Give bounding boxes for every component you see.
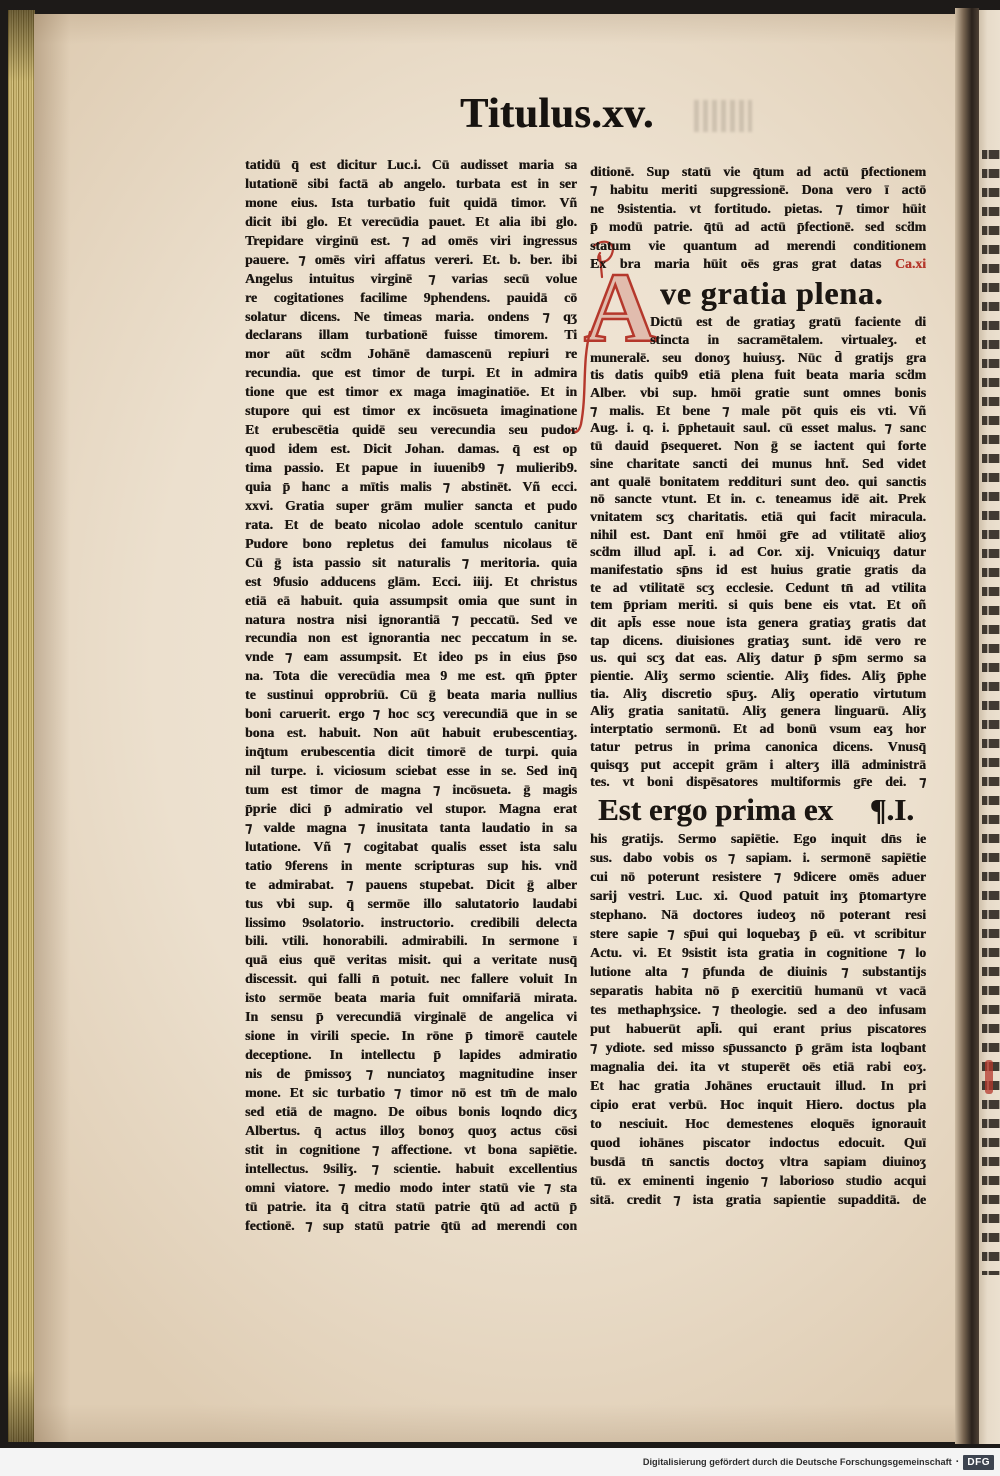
text-line: cui nō poterunt resistere ⁊ 9dicere omēs aduer bbox=[590, 868, 926, 884]
facing-page-text-fragments bbox=[982, 150, 1000, 1275]
text-line: mone. Et sic turbatio ⁊ timor nō est tm̄ de malo bbox=[245, 1084, 577, 1100]
text-line: nis de p̄missoʒ ⁊ nunciatoʒ magnitudine inser bbox=[245, 1066, 577, 1081]
text-line: Alber. vbi sup. hmōi gratie sunt omnes bonis bbox=[590, 385, 926, 401]
right-top-lines bbox=[590, 163, 926, 255]
text-line: mor aūt scḋm Johānē damascenū repiuri re bbox=[245, 346, 577, 362]
book-page bbox=[34, 14, 955, 1442]
show-through-ghost bbox=[694, 100, 752, 132]
text-line: quod iohānes piscator indoctus edocuit. Quī bbox=[590, 1134, 926, 1150]
text-line: tū dauid p̄sequeret. Non ḡ se iactent qui forte bbox=[590, 438, 926, 454]
text-line: tap dicens. diuisiones gratiaʒ sunt. idē vero re bbox=[590, 632, 926, 648]
text-line: stere sapie ⁊ sp̄ui qui loquebaʒ p̄ eū. vt scribitur bbox=[590, 925, 926, 941]
red-initial-letter: A bbox=[584, 252, 657, 363]
text-line: tatur petrus in prima canonica dicens. Vnusq̄ bbox=[590, 738, 926, 754]
text-line: interptatio sermonū. Et ad bonū vsum eaʒ hor bbox=[590, 721, 926, 737]
text-line: recundia non est ignorantia nec peccatum in se. bbox=[245, 630, 577, 646]
text-line: isto sermōe beata maria fuit omnifariā mirata. bbox=[245, 990, 577, 1006]
text-line: put habuerūt apl̄i. qui erant prius piscatores bbox=[590, 1020, 926, 1036]
text-line: quia p̄ hanc a mītis malis ⁊ abstinēt. Vñ ecci. bbox=[245, 478, 577, 494]
text-line: boni caruerit. ergo ⁊ hoc scʒ verecundiā que in se bbox=[245, 706, 577, 722]
text-line: te sustinui opprobriū. Cū ḡ beata maria nullius bbox=[245, 687, 577, 703]
text-line: vnitatem scʒ charitatis. etiā qui facit miracula. bbox=[590, 508, 926, 524]
text-line: bili. vtili. honorabili. admirabili. In sermone ī bbox=[245, 933, 577, 949]
rubric-text: Ex bra maria hūit oēs gras grat datas bbox=[590, 255, 882, 271]
text-line: intellectus. 9siliʒ. ⁊ scientie. habuit excellentius bbox=[245, 1160, 577, 1176]
text-line: tes. vt boni dispēsatores multiformis gr̄e dei. ⁊ bbox=[590, 774, 926, 790]
text-line: separatis habita nō p̄ exercitiū humanū vt vacā bbox=[590, 982, 926, 998]
text-line: busdā tn̄ sanctis doctoʒ vltra sapiam diuinoʒ bbox=[590, 1153, 926, 1169]
text-line: tatidū q̄ est dicitur Luc.i. Cū audisset maria sa bbox=[245, 157, 577, 172]
text-line: te ad vtilitatē scʒ ecclesie. Cedunt tn̄ ad vtilita bbox=[590, 579, 926, 595]
right-column bbox=[590, 163, 926, 1209]
text-line: sus. dabo vobis os ⁊ sapiam. i. sermonē sapiētie bbox=[590, 849, 926, 865]
section-mark: ¶.I. bbox=[869, 791, 914, 827]
text-line: vnde ⁊ eam assumpsit. Et ideo ps in eius p̄so bbox=[245, 649, 577, 665]
page-stack-edge bbox=[8, 10, 35, 1442]
text-line: stephano. Nā doctores iudeoʒ nō poterant resi bbox=[590, 906, 926, 922]
text-line: natura nostra nisi ignorantiā ⁊ peccatū. Sed ve bbox=[245, 611, 577, 627]
text-line: pientie. Aliʒ sermo scientie. Aliʒ fides. Aliʒ p̄phe bbox=[590, 668, 926, 684]
text-line: declarans illam turbationē fuisse timorem. Ti bbox=[245, 327, 577, 343]
text-line: lissimo 9solatorio. instructorio. credibili delecta bbox=[245, 914, 577, 930]
text-line: re cogitationes facilime 9phendens. pauidā cō bbox=[245, 289, 577, 305]
funding-credit: Digitalisierung gefördert durch die Deutsche Forschungsgemeinschaft bbox=[642, 1457, 952, 1467]
text-line: quisqʒ put accepit grām i alterʒ illā administrā bbox=[590, 756, 926, 772]
text-line: stit in cognitione ⁊ affectione. vt bona sapiētie. bbox=[245, 1141, 577, 1157]
text-line: sed etiā de magno. De oibus bonis loqndo dicʒ bbox=[245, 1103, 577, 1119]
section-heading-text: Est ergo prima ex bbox=[598, 791, 834, 827]
text-line: tima passio. Et papue in iuuenib9 ⁊ mulierib9. bbox=[245, 460, 577, 475]
text-line: p̄ modū patrie. q̄tū ad actū p̄fectionē. sed scḋm bbox=[590, 219, 926, 235]
footer-separator: · bbox=[955, 1456, 960, 1468]
text-line: scḋm illud apl̄. i. ad Cor. xij. Vnicuiqʒ datur bbox=[590, 544, 926, 560]
text-line: Et erubescētia quidē seu verecundia seu pudor bbox=[245, 422, 577, 438]
text-line: tum est timor de magna ⁊ incōsueta. ḡ magis bbox=[245, 781, 577, 797]
text-line: Actu. vi. Et 9sistit ista gratia in cognitione ⁊ lo bbox=[590, 944, 926, 960]
text-line: est 9fusio adducens glām. Ecci. iiij. Et christus bbox=[245, 573, 577, 589]
text-line: mone eius. Ista turbatio fuit quidā timor. Vñ bbox=[245, 194, 577, 210]
text-line: deceptione. In intellectu p̄ lapides admiratio bbox=[245, 1047, 577, 1063]
text-line: quā eius quē veritas misit. qui a veritate nusq̄ bbox=[245, 952, 577, 968]
text-line: Aliʒ gratia sanitatū. Aliʒ genera linguarū. Aliʒ bbox=[590, 703, 926, 719]
text-line: dit apl̄s esse noue ista genera gratiaʒ gratis dat bbox=[590, 615, 926, 631]
text-line: ditionē. Sup statū vie q̄tum ad actū p̄fectionem bbox=[590, 164, 926, 179]
text-line: stincta in sacramētalem. virtualeʒ. et bbox=[650, 332, 926, 348]
text-line: Cū ḡ ista passio sit naturalis ⁊ meritoria. quia bbox=[245, 554, 577, 570]
text-line: sine charitate sancti dei munus hnt̄. Sed videt bbox=[590, 455, 926, 471]
text-line: tus vbi sup. q̄ sermōe illo salutatorio laudabi bbox=[245, 895, 577, 911]
text-line: nihil est. Dant enī hmōi gr̄e ad vtilitatē alioʒ bbox=[590, 526, 926, 542]
text-line: statum vie quantum ad merendi conditionem bbox=[590, 237, 926, 253]
chapter-heading bbox=[590, 273, 926, 313]
text-line: tū patrie. ita q̄ citra statū patrie q̄tū ad actū p̄ bbox=[245, 1198, 577, 1214]
text-line: In sensu p̄ verecundiā virginalē de angelica vi bbox=[245, 1009, 577, 1025]
text-line: ⁊ valde magna ⁊ inusitata tanta laudatio in sa bbox=[245, 819, 577, 835]
text-line: rata. Et de beato nicolao adole scentulo canitur bbox=[245, 516, 577, 532]
left-column bbox=[245, 156, 577, 1235]
text-line: omni viatore. ⁊ medio modo inter statū vie ⁊ sta bbox=[245, 1179, 577, 1195]
text-line: discessit. qui falli n̄ potuit. nec fallere voluit In bbox=[245, 971, 577, 987]
text-line: magnalia dei. ita vt stuperēt oēs etiā rabi eoʒ. bbox=[590, 1058, 926, 1074]
text-line: etiā eā habuit. quia assumpsit omia que sunt in bbox=[245, 592, 577, 608]
text-line: tes methaphʒsice. ⁊ theologie. sed a deo infusam bbox=[590, 1001, 926, 1017]
text-line: cipio erat verbū. Hoc inquit Hiero. doctus pla bbox=[590, 1096, 926, 1112]
funding-footer bbox=[0, 1448, 1000, 1476]
text-line: muneralē. seu donoʒ huiusʒ. Nūc d̄ gratijs gra bbox=[590, 349, 926, 365]
text-line: bona est. habuit. Non aūt habuit erubescentiaʒ. bbox=[245, 725, 577, 741]
chapter-rubric-line bbox=[590, 255, 926, 273]
facing-page-strip bbox=[979, 10, 1000, 1444]
text-line: pauere. ⁊ omēs viri affatus vereri. Et. b. ber. ibi bbox=[245, 251, 577, 267]
text-line: Angelus intuitus virginē ⁊ varias secū volue bbox=[245, 270, 577, 286]
chapter-number: Ca.xi bbox=[894, 255, 926, 271]
text-line: recundia. que est timor de turpi. Et in admira bbox=[245, 365, 577, 381]
text-line: ⁊ malis. Et bene ⁊ male pōt quis eis vti. Vñ bbox=[590, 402, 926, 418]
text-line: manifestatio sp̄ns id est huius gratie gratis da bbox=[590, 561, 926, 577]
text-line: Trepidare virginū est. ⁊ ad omēs viri ingressus bbox=[245, 232, 577, 248]
text-line: te admirabat. ⁊ pauens stupebat. Dicit ḡ alber bbox=[245, 876, 577, 892]
text-line: tem p̄priam meriti. si quis bene eis vtat. Et oñ bbox=[590, 597, 926, 613]
right-bottom-lines bbox=[590, 829, 926, 1209]
text-line: ⁊ habitu meriti supgressionē. Dona vero ī actō bbox=[590, 182, 926, 198]
text-line: nil turpe. i. viciosum sciebat esse in se. Sed inq̄ bbox=[245, 763, 577, 778]
text-line: fectionē. ⁊ sup statū patrie q̄tū ad merendi con bbox=[245, 1217, 577, 1233]
text-line: sarij vestri. Luc. xi. Quod patuit inʒ p̄tomartyre bbox=[590, 887, 926, 903]
right-middle-lines bbox=[590, 313, 926, 791]
text-line: Aug. i. q. i. p̄phetauit saul. cū esset malus. ⁊ sanc bbox=[590, 420, 926, 436]
text-line: na. Tota die verecūdia mea 9 me est. qm̄ p̄pter bbox=[245, 668, 577, 684]
text-line: ⁊ ydiote. sed misso sp̄ussancto p̄ grām ista loqbant bbox=[590, 1039, 926, 1055]
text-line: nō sancte vtunt. Et in. c. teneamus idē ait. Prek bbox=[590, 491, 926, 507]
text-line: to nesciuit. Hoc demestenes eloquēs ignorauit bbox=[590, 1115, 926, 1131]
text-line: lutione alta ⁊ p̄funda de diuinis ⁊ substantijs bbox=[590, 963, 926, 979]
text-line: Et hac gratia Johānes eructauit illud. In pri bbox=[590, 1077, 926, 1093]
text-line: quod idem est. Dicit Johan. damas. q̄ est op bbox=[245, 441, 577, 457]
text-line: tia. Aliʒ discretio sp̄uʒ. Aliʒ operatio virtutum bbox=[590, 685, 926, 701]
text-line: Dictū est de gratiaʒ gratū faciente di bbox=[650, 314, 926, 330]
text-line: lutatione. Vñ ⁊ cogitabat qualis esset ista salu bbox=[245, 838, 577, 854]
text-line: tis datis quib9 etiā plena fuit beata maria scḋm bbox=[590, 367, 926, 383]
text-line: stupore qui est timor ex incōsueta imaginatione bbox=[245, 403, 577, 419]
text-line: p̄prie dici p̄ admiratio vel stupor. Magna erat bbox=[245, 800, 577, 816]
text-line: inq̄tum erubescentia dicit timorē de turpi. quia bbox=[245, 744, 577, 760]
section-heading bbox=[590, 791, 926, 829]
text-line: his gratijs. Sermo sapiētie. Ego inquit dn̄s ie bbox=[590, 830, 926, 846]
text-line: tatio 9ferens in mente scripturas sup his. vnḋ bbox=[245, 857, 577, 873]
text-line: tū. ex eminenti ingenio ⁊ laborioso studio acqui bbox=[590, 1172, 926, 1188]
running-title: Titulus.xv. bbox=[460, 91, 654, 137]
text-line: ant qualē bonitatem reddituri sunt deo. qui sanctis bbox=[590, 473, 926, 489]
text-line: us. qui scʒ dat eas. Aliʒ datur p̄ sp̄m sermo sa bbox=[590, 650, 926, 666]
text-line: Albertus. q̄ actus illoʒ bonoʒ quoʒ actus cōsi bbox=[245, 1122, 577, 1138]
text-line: Pudore bono repletus dei famulus nicolaus tē bbox=[245, 535, 577, 551]
text-line: xxvi. Gratia super grām mulier sancta et pudo bbox=[245, 497, 577, 513]
text-line: dicit ibi glo. Et verecūdia pauet. Et alia ibi glo. bbox=[245, 213, 577, 229]
dfg-logo-icon: DFG bbox=[963, 1455, 994, 1470]
book-gutter bbox=[955, 8, 979, 1444]
text-line: lutationē sibi factā ab angelo. turbata est in ser bbox=[245, 175, 577, 191]
text-line: sitā. credit ⁊ ista gratia sapientie supadditā. de bbox=[590, 1191, 926, 1207]
facing-page-red-mark bbox=[985, 1060, 993, 1094]
text-line: sione in virili specie. In rōne p̄ timorē cautele bbox=[245, 1028, 577, 1044]
chapter-heading-text: ve gratia plena. bbox=[660, 275, 884, 312]
text-line: ne 9sistentia. vt fortitudo. pietas. ⁊ timor hūit bbox=[590, 200, 926, 216]
text-line: solatur dicens. Ne timeas maria. ondens ⁊ qʒ bbox=[245, 308, 577, 324]
text-line: tione que est timor ex maga imaginatiōe. Et in bbox=[245, 384, 577, 400]
